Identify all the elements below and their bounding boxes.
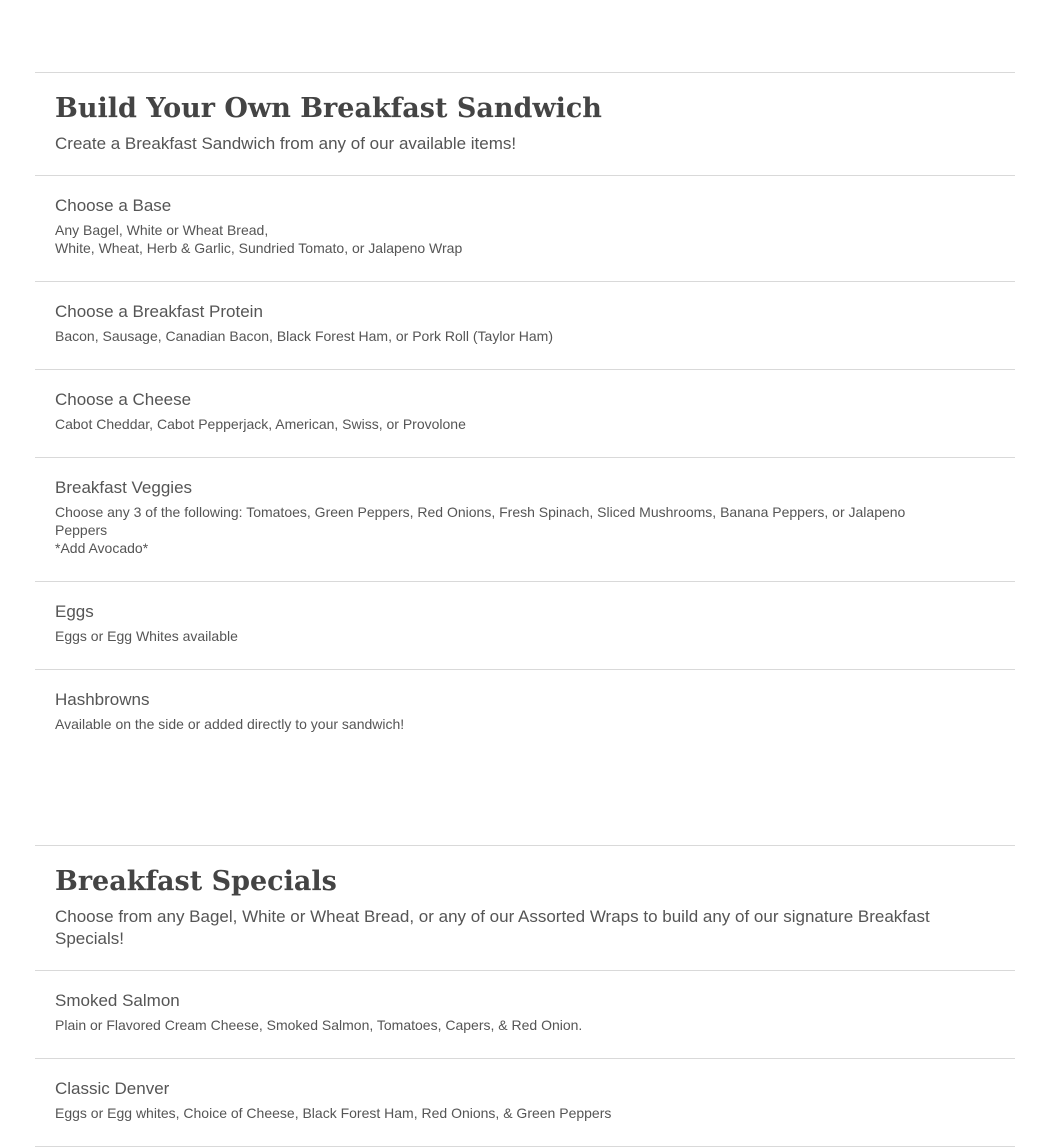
menu-item bbox=[35, 176, 1015, 282]
menu-item bbox=[35, 282, 1015, 370]
menu-item-description: Eggs or Egg whites, Choice of Cheese, Black Forest Ham, Red Onions, & Green Peppers bbox=[55, 1105, 612, 1121]
menu-item-name: Choose a Breakfast Protein bbox=[55, 302, 263, 321]
section-header bbox=[35, 72, 1015, 176]
section-spacer bbox=[35, 757, 1015, 845]
menu-item bbox=[35, 458, 1015, 582]
menu-item-description: Bacon, Sausage, Canadian Bacon, Black Forest Ham, or Pork Roll (Taylor Ham) bbox=[55, 328, 553, 344]
menu-item bbox=[35, 971, 1015, 1059]
section-title: Breakfast Specials bbox=[55, 866, 337, 897]
menu-item-name: Breakfast Veggies bbox=[55, 478, 193, 497]
menu-item-name: Choose a Base bbox=[55, 196, 172, 215]
section-header bbox=[35, 845, 1015, 971]
section-description: Create a Breakfast Sandwich from any of our available items! bbox=[55, 134, 517, 153]
section-description: Choose from any Bagel, White or Wheat Bread, or any of our Assorted Wraps to build any of our signature Breakfast Specials! bbox=[55, 907, 930, 948]
menu-section-breakfast-specials bbox=[35, 845, 1015, 1147]
section-title: Build Your Own Breakfast Sandwich bbox=[55, 93, 602, 124]
menu-item bbox=[35, 1059, 1015, 1147]
menu-item bbox=[35, 370, 1015, 458]
menu-item-name: Smoked Salmon bbox=[55, 991, 180, 1010]
section-spacer bbox=[35, 0, 1015, 72]
menu bbox=[35, 0, 1015, 1147]
menu-item-name: Classic Denver bbox=[55, 1079, 170, 1098]
menu-item-description: Any Bagel, White or Wheat Bread, White, Wheat, Herb & Garlic, Sundried Tomato, or Jalapeno Wrap bbox=[55, 222, 463, 256]
menu-item-description: Choose any 3 of the following: Tomatoes, Green Peppers, Red Onions, Fresh Spinach, Sliced Mushrooms, Banana Peppers, or Jalapeno Peppers *Add Avocado* bbox=[55, 504, 906, 556]
menu-item-name: Hashbrowns bbox=[55, 690, 150, 709]
menu-item bbox=[35, 670, 1015, 757]
menu-item-name: Choose a Cheese bbox=[55, 390, 192, 409]
menu-item-description: Available on the side or added directly to your sandwich! bbox=[55, 716, 405, 732]
menu-section-build-your-own bbox=[35, 0, 1015, 845]
menu-item-description: Plain or Flavored Cream Cheese, Smoked Salmon, Tomatoes, Capers, & Red Onion. bbox=[55, 1017, 583, 1033]
menu-item bbox=[35, 582, 1015, 670]
menu-item-description: Cabot Cheddar, Cabot Pepperjack, American, Swiss, or Provolone bbox=[55, 416, 466, 432]
menu-item-name: Eggs bbox=[55, 602, 94, 621]
menu-item-description: Eggs or Egg Whites available bbox=[55, 628, 238, 644]
